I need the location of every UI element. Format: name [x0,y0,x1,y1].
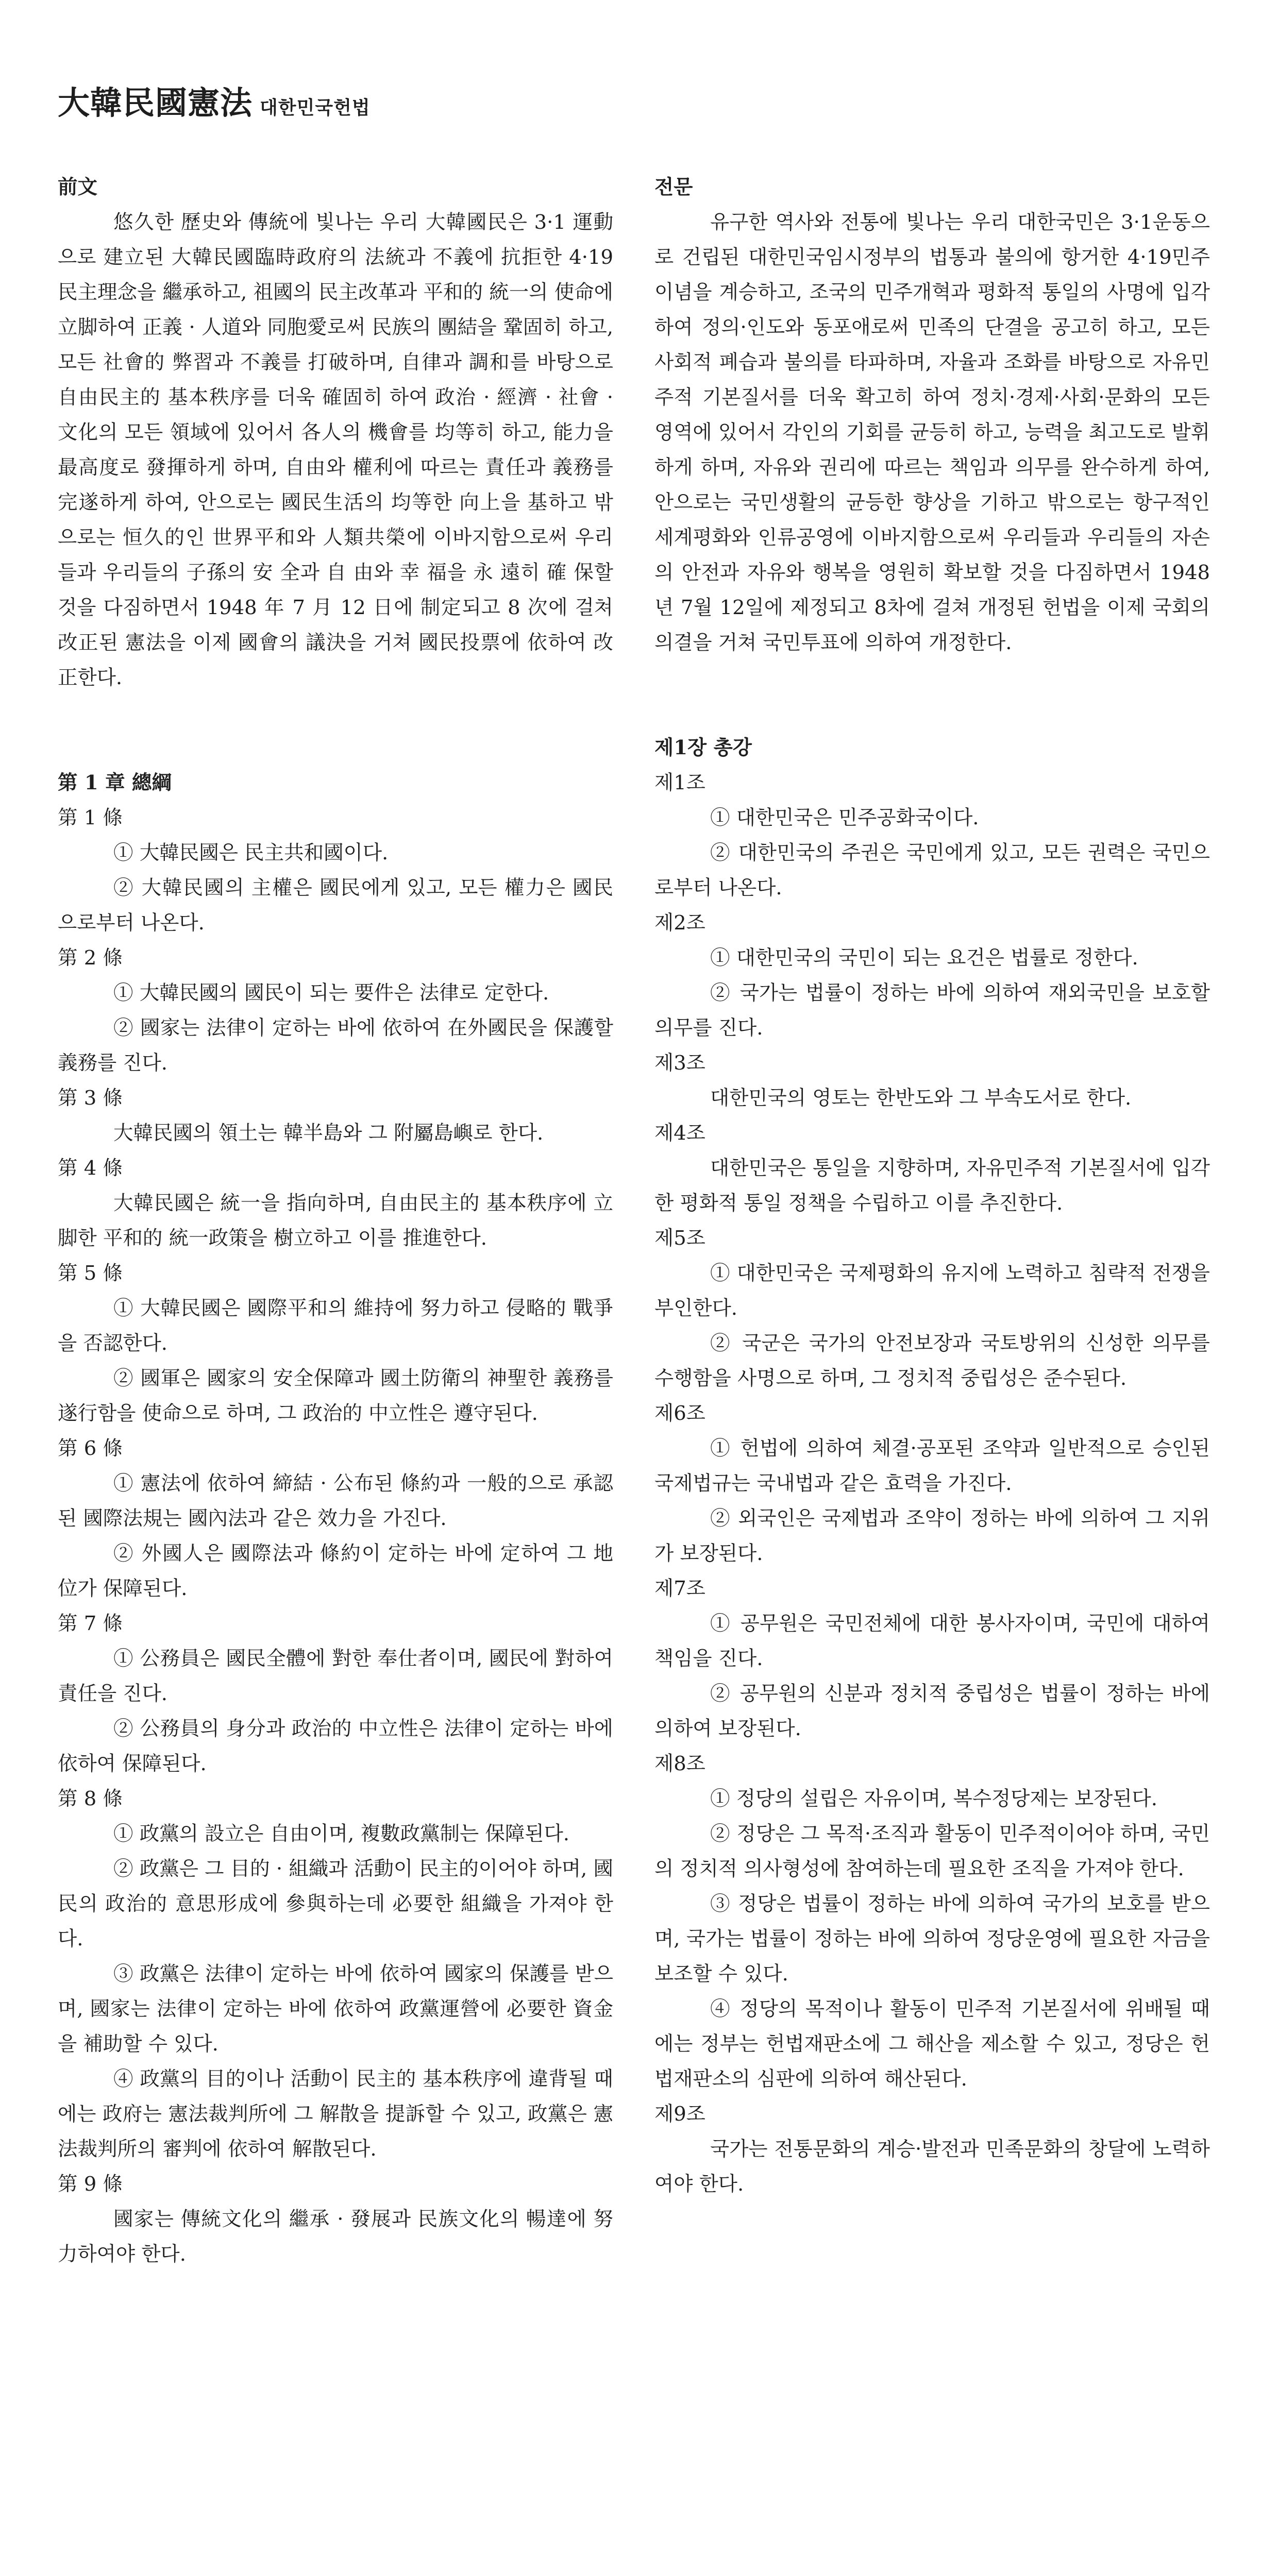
article-list [58,801,613,2272]
article-label: 第 5 條 [58,1262,123,1285]
article-label: 第 7 條 [58,1612,123,1635]
preamble-text: 悠久한 歷史와 傳統에 빛나는 우리 大韓國民은 3·1 運動으로 建立된 大韓民國臨時政府의 法統과 不義에 抗拒한 4·19 民主理念을 繼承하고, 祖國의 民主改革과 平和的 統一의 使命에 立脚하여 正義 · 人道와 同胞愛로써 民族의 團結을 鞏固히 하고, 모든 社會的 弊習과 不義를 打破하며, 自律과 調和를 바탕으로 自由民主的 基本秩序를 더욱 確固히 하여 政治 · 經濟 · 社會 · 文化의 모든 領域에 있어서 各人의 機會를 均等히 하고, 能力을 最高度로 發揮하게 하며, 自由와 權利에 따르는 責任과 義務를 完遂하게 하여, 안으로는 國民生活의 均等한 向上을 基하고 밖으로는 恒久的인 世界平和와 人類共榮에 이바지함으로써 우리들과 우리들의 子孫의 安 全과 自 由와 幸 福을 永 遠히 確 保할 것을 다짐하면서 1948 年 7 月 12 日에 制定되고 8 次에 걸쳐 改正된 憲法을 이제 國會의 議決을 거쳐 國民投票에 依하여 改正한다. [58,211,613,689]
article-paragraph: ② 公務員의 身分과 政治的 中立性은 法律이 定하는 바에 依하여 保障된다. [58,1717,613,1775]
article-label: 제3조 [654,1052,705,1075]
article-paragraph: 국가는 전통문화의 계승·발전과 민족문화의 창달에 노력하여야 한다. [654,2138,1210,2196]
article-paragraph: ④ 政黨의 目的이나 活動이 民主的 基本秩序에 違背될 때에는 政府는 憲法裁判所에 그 解散을 提訴할 수 있고, 政黨은 憲法裁判所의 審判에 依하여 解散된다. [58,2067,613,2161]
article-label: 第 6 條 [58,1437,123,1460]
article-label: 第 8 條 [58,1787,123,1810]
article-paragraph: ② 國軍은 國家의 安全保障과 國土防衛의 神聖한 義務를 遂行함을 使命으로 하며, 그 政治的 中立性은 遵守된다. [58,1367,613,1425]
article-label: 第 9 條 [58,2173,123,2196]
article-paragraph: ③ 政黨은 法律이 定하는 바에 依하여 國家의 保護를 받으며, 國家는 法律이 定하는 바에 依하여 政黨運營에 必要한 資金을 補助할 수 있다. [58,1962,613,2056]
title-hanja: 大韓民國憲法 [58,84,253,122]
article-label: 제4조 [654,1122,705,1145]
preamble-heading: 前文 [58,176,98,199]
article-paragraph: 대한민국은 통일을 지향하며, 자유민주적 기본질서에 입각한 평화적 통일 정책을 수립하고 이를 추진한다. [654,1157,1210,1215]
preamble-text: 유구한 역사와 전통에 빛나는 우리 대한국민은 3·1운동으로 건립된 대한민국임시정부의 법통과 불의에 항거한 4·19민주이념을 계승하고, 조국의 민주개혁과 평화적 통일의 사명에 입각하여 정의·인도와 동포애로써 민족의 단결을 공고히 하고, 모든 사회적 폐습과 불의를 타파하며, 자율과 조화를 바탕으로 자유민주적 기본질서를 더욱 확고히 하여 정치·경제·사회·문화의 모든 영역에 있어서 각인의 기회를 균등히 하고, 능력을 최고도로 발휘하게 하며, 자유와 권리에 따르는 책임과 의무를 완수하게 하여, 안으로는 국민생활의 균등한 향상을 기하고 밖으로는 항구적인 세계평화와 인류공영에 이바지함으로써 우리들과 우리들의 자손의 안전과 자유와 행복을 영원히 확보할 것을 다짐하면서 1948년 7월 12일에 제정되고 8차에 걸쳐 개정된 헌법을 이제 국회의 의결을 거쳐 국민투표에 의하여 개정한다. [654,211,1210,654]
article-paragraph: ① 大韓民國의 國民이 되는 要件은 法律로 定한다. [113,981,549,1005]
article-paragraph: ① 大韓民國은 國際平和의 維持에 努力하고 侵略的 戰爭을 否認한다. [58,1297,613,1355]
article-paragraph: 大韓民國은 統一을 指向하며, 自由民主的 基本秩序에 立脚한 平和的 統一政策을 樹立하고 이를 推進한다. [58,1192,613,1250]
article-list [654,766,1210,2202]
article-label: 第 1 條 [58,806,123,829]
article-paragraph: ② 공무원의 신분과 정치적 중립성은 법률이 정하는 바에 의하여 보장된다. [654,1682,1210,1740]
chapter-heading: 第 1 章 總綱 [58,771,172,794]
article-label: 제8조 [654,1752,705,1775]
article-paragraph: ① 대한민국의 국민이 되는 요건은 법률로 정한다. [710,946,1138,970]
article-paragraph: ② 外國人은 國際法과 條約이 定하는 바에 定하여 그 地位가 保障된다. [58,1542,613,1600]
hangul-column [654,170,1210,2202]
article-paragraph: 대한민국의 영토는 한반도와 그 부속도서로 한다. [710,1087,1132,1110]
article-paragraph: ② 大韓民國의 主權은 國民에게 있고, 모든 權力은 國民으로부터 나온다. [58,876,613,935]
article-paragraph: ① 政黨의 設立은 自由이며, 複數政黨制는 保障된다. [113,1822,570,1845]
title-hangul: 대한민국헌법 [260,97,371,118]
article-paragraph: ① 공무원은 국민전체에 대한 봉사자이며, 국민에 대하여 책임을 진다. [654,1612,1210,1670]
article-paragraph: ① 大韓民國은 民主共和國이다. [113,841,389,865]
article-paragraph: 大韓民國의 領土는 韓半島와 그 附屬島嶼로 한다. [113,1122,544,1145]
article-paragraph: ① 대한민국은 국제평화의 유지에 노력하고 침략적 전쟁을 부인한다. [654,1262,1210,1320]
article-label: 제6조 [654,1402,705,1425]
article-paragraph: ② 외국인은 국제법과 조약이 정하는 바에 의하여 그 지위가 보장된다. [654,1507,1210,1565]
article-paragraph: ④ 정당의 목적이나 활동이 민주적 기본질서에 위배될 때에는 정부는 헌법재판소에 그 해산을 제소할 수 있고, 정당은 헌법재판소의 심판에 의하여 해산된다. [654,1997,1210,2091]
article-label: 제7조 [654,1577,705,1600]
article-label: 第 3 條 [58,1087,123,1110]
article-paragraph: ① 대한민국은 민주공화국이다. [710,806,979,829]
article-label: 제1조 [654,771,705,794]
document-title [58,77,371,123]
article-label: 제2조 [654,911,705,935]
article-label: 제9조 [654,2103,705,2126]
article-paragraph: ① 憲法에 依하여 締結 · 公布된 條約과 一般的으로 承認된 國際法規는 國內法과 같은 效力을 가진다. [58,1472,613,1530]
chapter-heading: 제1장 총강 [654,736,752,759]
article-paragraph: ① 정당의 설립은 자유이며, 복수정당제는 보장된다. [710,1787,1157,1810]
article-paragraph: ② 대한민국의 주권은 국민에게 있고, 모든 권력은 국민으로부터 나온다. [654,841,1210,900]
article-paragraph: ① 公務員은 國民全體에 對한 奉仕者이며, 國民에 對하여 責任을 진다. [58,1647,613,1705]
article-label: 第 2 條 [58,946,123,970]
article-paragraph: ② 정당은 그 목적·조직과 활동이 민주적이어야 하며, 국민의 정치적 의사형성에 참여하는데 필요한 조직을 가져야 한다. [654,1822,1210,1880]
hanja-column [58,170,613,2272]
article-paragraph: ② 국군은 국가의 안전보장과 국토방위의 신성한 의무를 수행함을 사명으로 하며, 그 정치적 중립성은 준수된다. [654,1332,1210,1390]
article-paragraph: ③ 정당은 법률이 정하는 바에 의하여 국가의 보호를 받으며, 국가는 법률이 정하는 바에 의하여 정당운영에 필요한 자금을 보조할 수 있다. [654,1892,1210,1986]
article-paragraph: ② 政黨은 그 目的 · 組織과 活動이 民主的이어야 하며, 國民의 政治的 意思形成에 參與하는데 必要한 組織을 가져야 한다. [58,1857,613,1951]
article-label: 제5조 [654,1227,705,1250]
article-paragraph: 國家는 傳統文化의 繼承 · 發展과 民族文化의 暢達에 努力하여야 한다. [58,2208,613,2266]
article-paragraph: ① 헌법에 의하여 체결·공포된 조약과 일반적으로 승인된 국제법규는 국내법과 같은 효력을 가진다. [654,1437,1210,1495]
preamble-heading: 전문 [654,176,693,199]
article-paragraph: ② 국가는 법률이 정하는 바에 의하여 재외국민을 보호할 의무를 진다. [654,981,1210,1040]
article-label: 第 4 條 [58,1157,123,1180]
article-paragraph: ② 國家는 法律이 定하는 바에 依하여 在外國民을 保護할 義務를 진다. [58,1016,613,1075]
